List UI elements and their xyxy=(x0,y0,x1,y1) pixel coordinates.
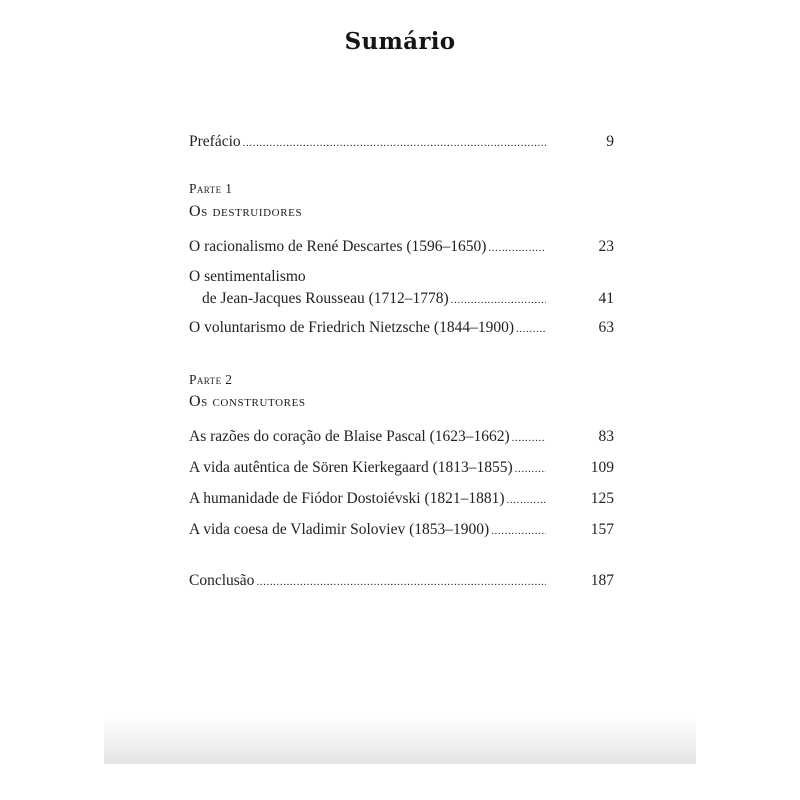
part-1-title: Os destruidores xyxy=(189,203,303,220)
toc-entry-label: Prefácio xyxy=(189,133,241,150)
toc-entry-label: A humanidade de Fiódor Dostoiévski (1821–1881) xyxy=(189,490,505,507)
dot-leader xyxy=(451,294,546,306)
toc-entry-page: 125 xyxy=(590,490,614,507)
toc-entry-label: As razões do coração de Blaise Pascal (1623–1662) xyxy=(189,428,510,445)
toc-entry-soloviev xyxy=(189,521,614,541)
part-2-label: Parte 2 xyxy=(189,372,233,387)
toc-entry-label-line1: O sentimentalismo xyxy=(189,268,306,285)
page-title: Sumário xyxy=(344,28,456,55)
part-2-title: Os construtores xyxy=(189,393,306,410)
page-bottom-shadow xyxy=(104,716,696,764)
toc-entry-page: 41 xyxy=(598,290,614,307)
toc-entry-label: A vida coesa de Vladimir Soloviev (1853–1900) xyxy=(189,521,490,538)
toc-entry-rousseau xyxy=(189,268,614,312)
dot-leader xyxy=(243,137,546,149)
toc-entry-dostoievski xyxy=(189,490,614,510)
dot-leader xyxy=(256,576,546,588)
dot-leader xyxy=(512,432,546,444)
toc-entry-nietzsche xyxy=(189,319,614,339)
dot-leader xyxy=(507,494,546,506)
toc-entry-preface xyxy=(189,133,614,153)
toc-entry-page: 109 xyxy=(590,459,614,476)
toc-entry-page: 23 xyxy=(598,238,614,255)
toc-entry-label: O voluntarismo de Friedrich Nietzsche (1844–1900) xyxy=(189,319,514,336)
toc-entry-conclusion xyxy=(189,572,614,592)
toc-entry-label: O racionalismo de René Descartes (1596–1650) xyxy=(189,238,487,255)
toc-entry-page: 9 xyxy=(606,133,614,150)
part-1-label: Parte 1 xyxy=(189,181,233,196)
dot-leader xyxy=(488,242,546,254)
toc-entry-page: 187 xyxy=(590,572,614,589)
toc-entry-page: 157 xyxy=(590,521,614,538)
toc-entry-kierkegaard xyxy=(189,459,614,479)
toc-entry-pascal xyxy=(189,428,614,448)
toc-entry-label: de Jean-Jacques Rousseau (1712–1778) xyxy=(202,290,449,307)
dot-leader xyxy=(515,463,546,475)
toc-entry-label: Conclusão xyxy=(189,572,255,589)
toc-entry-descartes xyxy=(189,238,614,258)
toc-entry-page: 63 xyxy=(598,319,614,336)
toc-entry-page: 83 xyxy=(598,428,614,445)
dot-leader xyxy=(516,323,546,335)
toc-entry-label: A vida autêntica de Sören Kierkegaard (1813–1855) xyxy=(189,459,513,476)
dot-leader xyxy=(491,525,546,537)
